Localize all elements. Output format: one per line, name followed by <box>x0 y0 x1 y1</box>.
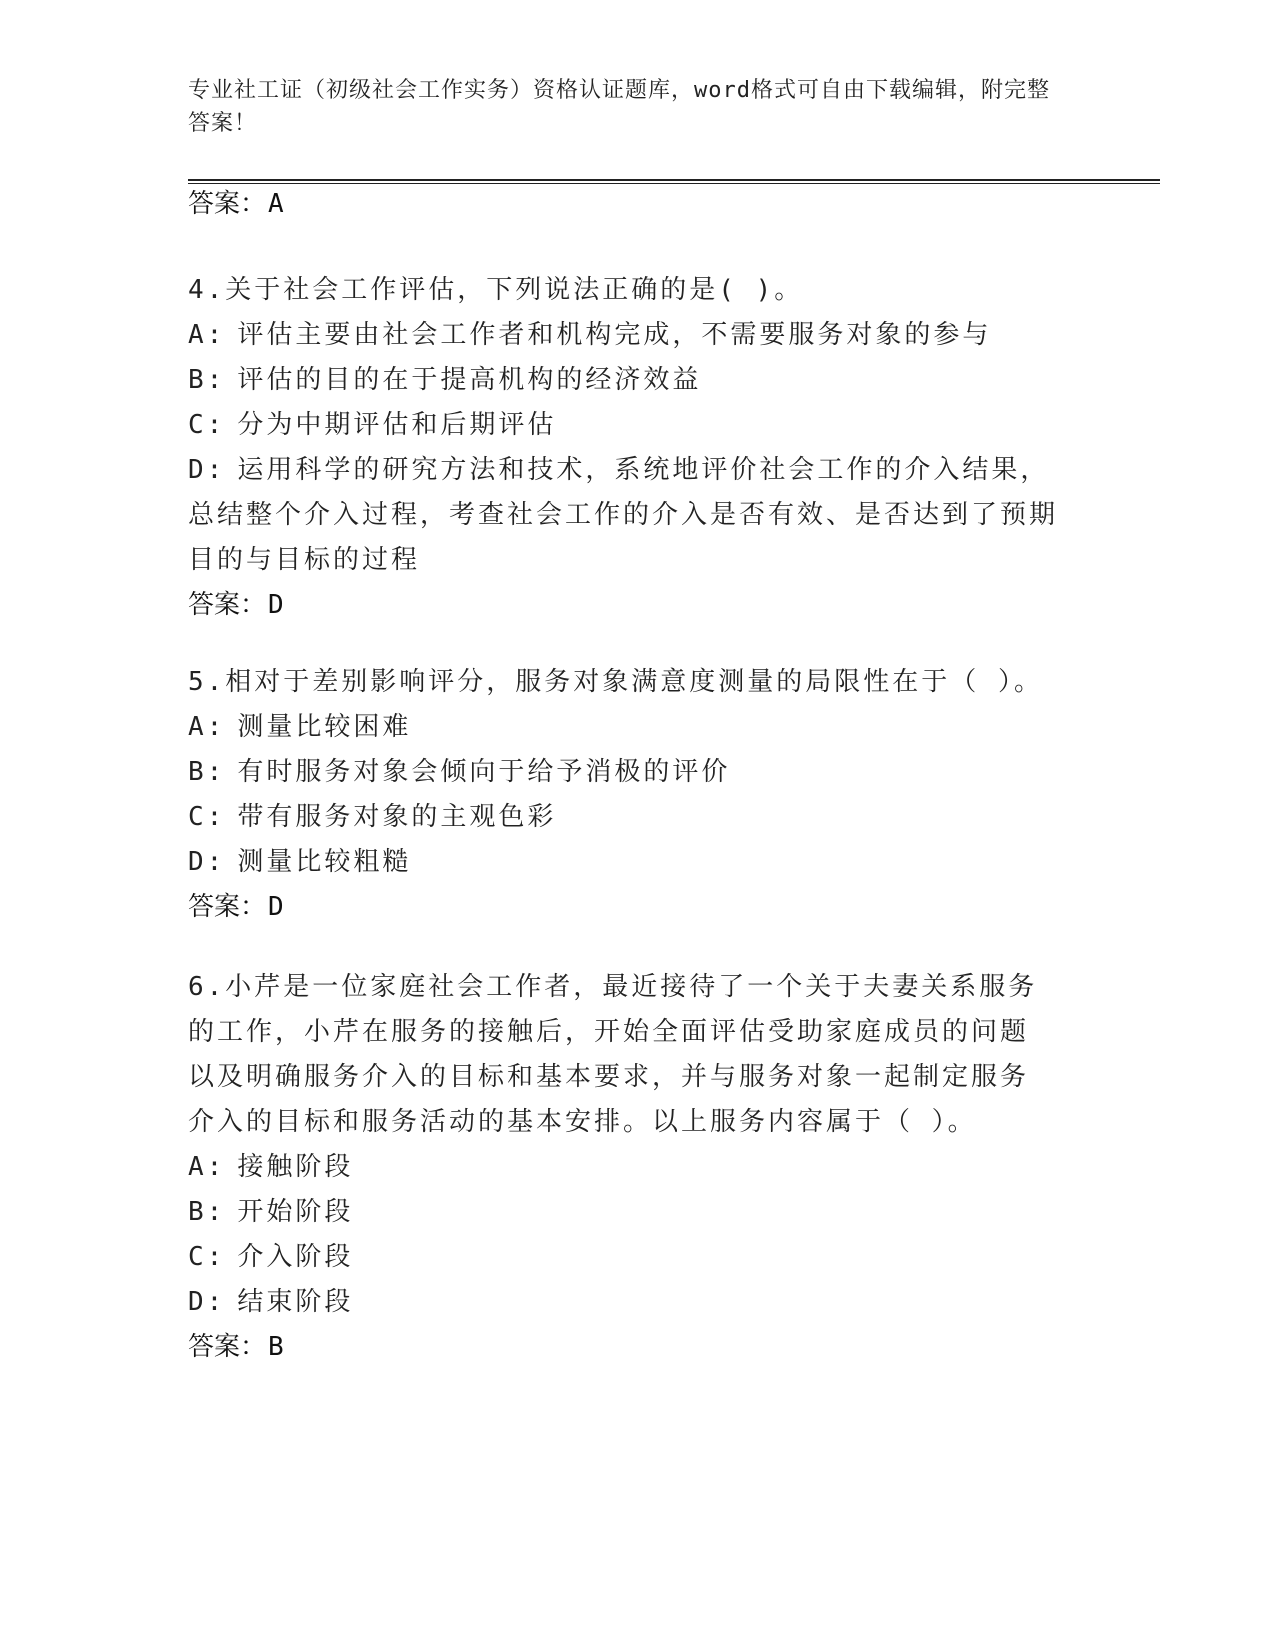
question-5 <box>188 660 1088 930</box>
question-stem: 6.小芹是一位家庭社会工作者，最近接待了一个关于夫妻关系服务的工作，小芹在服务的接触后，开始全面评估受助家庭成员的问题以及明确服务介入的目标和基本要求，并与服务对象一起制定服务介入的目标和服务活动的基本安排。以上服务内容属于（ ）。 <box>188 972 1038 1137</box>
question-answer: 答案：B <box>188 1332 284 1362</box>
option-c: C: 带有服务对象的主观色彩 <box>188 802 557 832</box>
question-stem: 5.相对于差别影响评分，服务对象满意度测量的局限性在于（ ）。 <box>188 667 1043 697</box>
question-stem: 4.关于社会工作评估，下列说法正确的是( )。 <box>188 275 804 305</box>
previous-answer <box>188 186 284 222</box>
answer-label: 答案： <box>188 189 267 219</box>
option-c: C: 分为中期评估和后期评估 <box>188 410 557 440</box>
option-d: D: 测量比较粗糙 <box>188 847 412 877</box>
option-a: A: 评估主要由社会工作者和机构完成，不需要服务对象的参与 <box>188 320 992 350</box>
option-b: B: 开始阶段 <box>188 1197 354 1227</box>
option-d: D: 运用科学的研究方法和技术，系统地评价社会工作的介入结果，总结整个介入过程，考查社会工作的介入是否有效、是否达到了预期目的与目标的过程 <box>188 455 1059 575</box>
option-a: A: 接触阶段 <box>188 1152 354 1182</box>
answer-value: A <box>268 189 284 219</box>
option-b: B: 有时服务对象会倾向于给予消极的评价 <box>188 757 731 787</box>
page-header: 专业社工证（初级社会工作实务）资格认证题库，word格式可自由下载编辑，附完整答案！ <box>188 78 1050 136</box>
question-6 <box>188 965 1088 1370</box>
header-divider <box>188 179 1160 184</box>
question-answer: 答案：D <box>188 892 284 922</box>
option-d: D: 结束阶段 <box>188 1287 354 1317</box>
option-a: A: 测量比较困难 <box>188 712 412 742</box>
question-answer: 答案：D <box>188 590 284 620</box>
question-4 <box>188 268 1088 628</box>
option-c: C: 介入阶段 <box>188 1242 354 1272</box>
option-b: B: 评估的目的在于提高机构的经济效益 <box>188 365 702 395</box>
